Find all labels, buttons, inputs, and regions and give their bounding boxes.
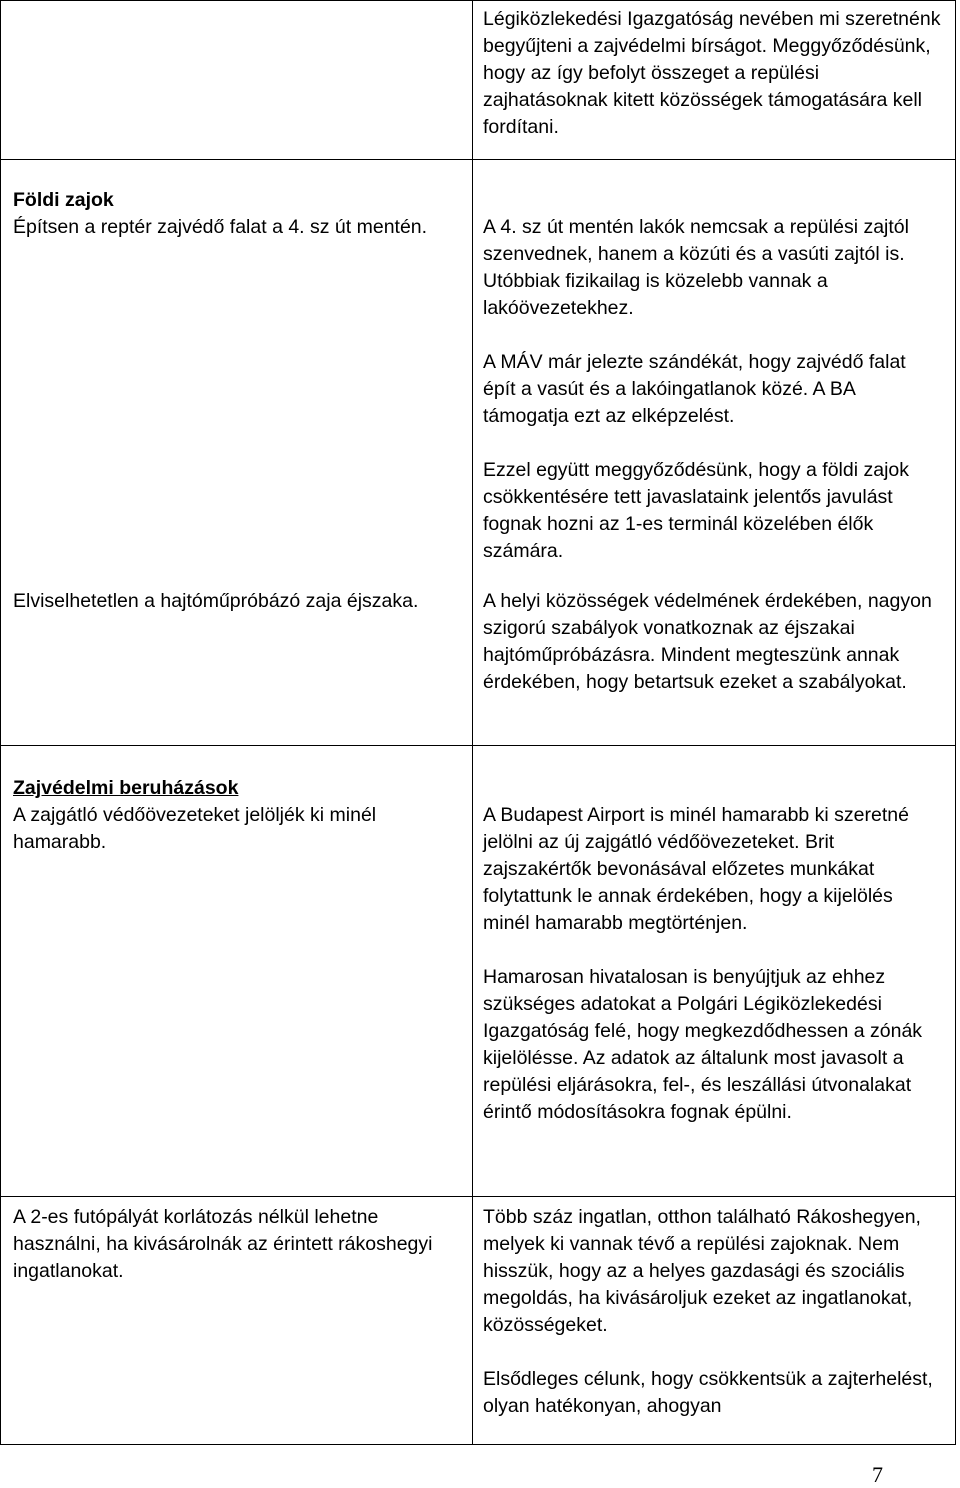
row2-left-cell bbox=[13, 187, 453, 241]
row4-right-cell bbox=[483, 1204, 943, 1420]
table-row bbox=[0, 1196, 956, 1445]
row2-right-cell bbox=[483, 214, 943, 565]
column-divider bbox=[472, 746, 473, 1196]
row1-right-cell bbox=[483, 6, 943, 141]
table-row bbox=[0, 0, 956, 160]
column-divider bbox=[472, 1, 473, 160]
row3-left-cell bbox=[13, 775, 453, 856]
page-number: 7 bbox=[872, 1462, 883, 1487]
row3-left-text: A zajgátló védőövezeteket jelöljék ki minél hamarabb. bbox=[13, 804, 377, 853]
row1-right-text: Légiközlekedési Igazgatóság nevében mi szeretnénk begyűjteni a zajvédelmi bírságot. Meggyőződésünk, hogy az így befolyt összeget a repülési zajhatásoknak kitett közösségek támogatására kell fordítani. bbox=[483, 8, 941, 138]
row2-left-text-2: Elviselhetetlen a hajtóműpróbázó zaja éjszaka. bbox=[13, 590, 419, 612]
row2-left-text: Építsen a reptér zajvédő falat a 4. sz út mentén. bbox=[13, 216, 428, 238]
row2-right-paragraph-4: A helyi közösségek védelmének érdekében, nagyon szigorú szabályok vonatkoznak az éjszakai hajtóműpróbázásra. Mindent megteszünk annak érdekében, hogy betartsuk ezeket a szabályokat. bbox=[483, 590, 932, 693]
row4-right-paragraph-2: Elsődleges célunk, hogy csökkentsük a zajterhelést, olyan hatékonyan, ahogyan bbox=[483, 1368, 933, 1417]
row3-right-cell bbox=[483, 802, 943, 1126]
table-row bbox=[0, 159, 956, 746]
row2-right-paragraph-2: A MÁV már jelezte szándékát, hogy zajvédő falat épít a vasút és a lakóingatlanok közé. A BA támogatja ezt az elképzelést. bbox=[483, 351, 906, 427]
row4-left-cell bbox=[13, 1204, 453, 1285]
table-row bbox=[0, 746, 956, 1196]
row4-left-text: A 2-es futópályát korlátozás nélkül lehetne használni, ha kivásárolnák az érintett rákoshegyi ingatlanokat. bbox=[13, 1206, 433, 1282]
column-divider bbox=[472, 1197, 473, 1444]
section-heading-foldi-zajok: Földi zajok bbox=[13, 189, 114, 211]
column-divider bbox=[472, 160, 473, 745]
row2-left-cell-2 bbox=[13, 588, 453, 615]
row3-right-paragraph-2: Hamarosan hivatalosan is benyújtjuk az ehhez szükséges adatokat a Polgári Légiközlekedési Igazgatóság felé, hogy megkezdődhessen a zónák kijelölésse. Az adatok az általunk most javasolt a repülési eljárásokra, fel-, és leszállási útvonalakat érintő módosításokra fognak épülni. bbox=[483, 966, 923, 1123]
row4-right-paragraph-1: Több száz ingatlan, otthon található Rákoshegyen, melyek ki vannak tévő a repülési zajoknak. Nem hisszük, hogy az a helyes gazdasági és szociális megoldás, ha kivásároljuk ezeket az ingatlanokat, közösségeket. bbox=[483, 1206, 921, 1336]
row2-right-cell-2 bbox=[483, 588, 943, 696]
row2-right-paragraph-1: A 4. sz út mentén lakók nemcsak a repülési zajtól szenvednek, hanem a közúti és a vasúti zajtól is. Utóbbiak fizikailag is közelebb vannak a lakóövezetekhez. bbox=[483, 216, 909, 319]
row2-right-paragraph-3: Ezzel együtt meggyőződésünk, hogy a földi zajok csökkentésére tett javaslataink jelentős javulást fognak hozni az 1-es terminál közelében élők számára. bbox=[483, 459, 910, 562]
section-heading-zajvedelmi-beruhazasok: Zajvédelmi beruházások bbox=[13, 777, 239, 799]
row3-right-paragraph-1: A Budapest Airport is minél hamarabb ki szeretné jelölni az új zajgátló védőövezeteket. Brit zajszakértők bevonásával előzetes munkákat folytattunk le annak érdekében, hogy a kijelölés minél hamarabb megtörténjen. bbox=[483, 804, 909, 934]
